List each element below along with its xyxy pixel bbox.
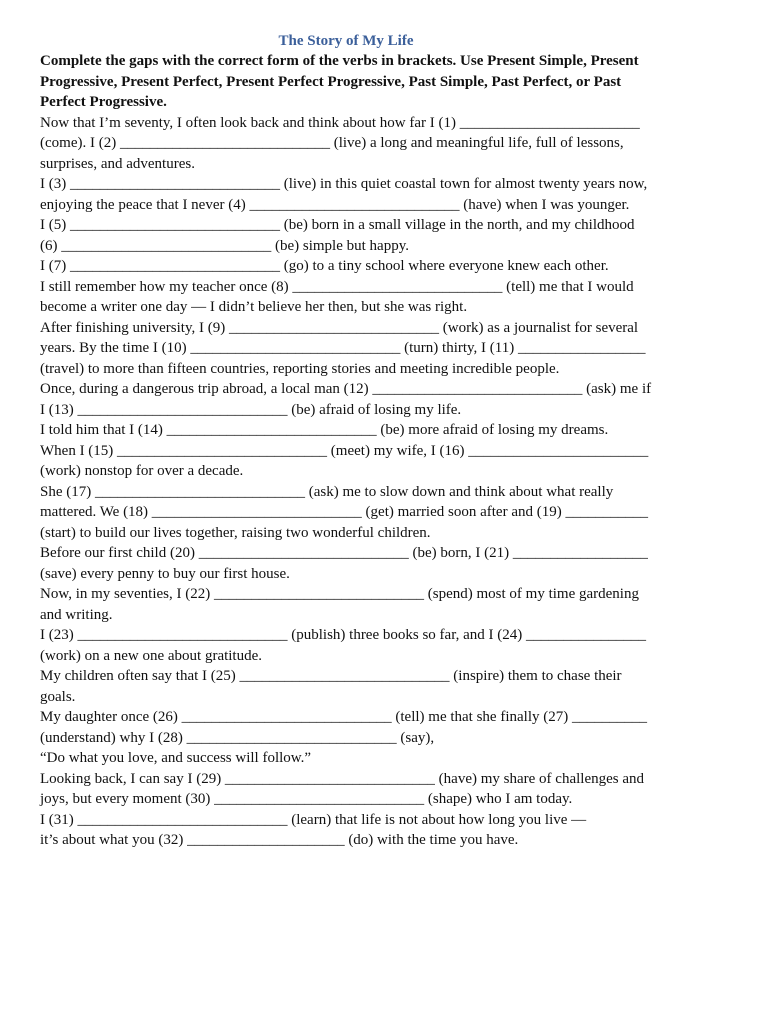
story-line: Once, during a dangerous trip abroad, a local man (12) ____________________________ (ask) me if <box>40 381 652 397</box>
instructions-line: Perfect Progressive. <box>40 94 167 110</box>
story-line: My daughter once (26) ____________________________ (tell) me that she finally (27) __________ <box>40 709 647 725</box>
story-line: (understand) why I (28) ____________________________ (say), <box>40 729 435 746</box>
story-line: When I (15) ____________________________ (meet) my wife, I (16) ________________________ <box>40 442 649 459</box>
story-line: Looking back, I can say I (29) ____________________________ (have) my share of challenges and <box>40 770 645 787</box>
story-line: mattered. We (18) ____________________________ (get) married soon after and (19) ___________ <box>40 504 648 520</box>
worksheet-title: The Story of My Life <box>278 33 414 49</box>
story-line: Before our first child (20) ____________________________ (be) born, I (21) __________________ <box>40 545 648 561</box>
story-line: (come). I (2) ____________________________ (live) a long and meaningful life, full of lessons, <box>40 135 624 151</box>
story-line: and writing. <box>40 606 113 623</box>
story-line: I (23) ____________________________ (publish) three books so far, and I (24) ________________ <box>40 627 646 643</box>
story-line: My children often say that I (25) ____________________________ (inspire) them to chase their <box>40 668 622 684</box>
instructions-line: Progressive, Present Perfect, Present Perfect Progressive, Past Simple, Past Perfect, or Past <box>40 73 622 90</box>
story-line: (work) on a new one about gratitude. <box>40 647 263 664</box>
story-line: goals. <box>40 688 76 705</box>
story-line: become a writer one day — I didn’t believe her then, but she was right. <box>40 299 468 315</box>
story-line: I (3) ____________________________ (live) in this quiet coastal town for almost twenty years now, <box>40 176 648 192</box>
story-line: it’s about what you (32) _____________________ (do) with the time you have. <box>40 832 519 848</box>
story-text <box>40 113 720 851</box>
story-line: I (31) ____________________________ (learn) that life is not about how long you live — <box>40 811 587 828</box>
story-line: (save) every penny to buy our first house. <box>40 565 290 582</box>
story-line: (6) ____________________________ (be) simple but happy. <box>40 237 409 254</box>
story-line: (start) to build our lives together, raising two wonderful children. <box>40 524 431 541</box>
story-line: I told him that I (14) ____________________________ (be) more afraid of losing my dreams. <box>40 422 609 438</box>
story-line: years. By the time I (10) ____________________________ (turn) thirty, I (11) _________________ <box>40 340 646 356</box>
story-line: “Do what you love, and success will follow.” <box>40 750 312 766</box>
story-line: After finishing university, I (9) ____________________________ (work) as a journalist for several <box>40 319 639 336</box>
story-line: She (17) ____________________________ (ask) me to slow down and think about what really <box>40 483 614 500</box>
story-line: Now that I’m seventy, I often look back and think about how far I (1) ________________________ <box>40 114 640 131</box>
story-line: enjoying the peace that I never (4) ____________________________ (have) when I was younger. <box>40 196 630 213</box>
story-line: (work) nonstop for over a decade. <box>40 463 244 479</box>
story-line: I (7) ____________________________ (go) to a tiny school where everyone knew each other. <box>40 258 609 274</box>
worksheet <box>40 31 720 851</box>
story-line: joys, but every moment (30) ____________________________ (shape) who I am today. <box>40 791 573 807</box>
instructions <box>40 51 720 113</box>
story-line: I (5) ____________________________ (be) born in a small village in the north, and my childhood <box>40 217 635 233</box>
story-line: surprises, and adventures. <box>40 155 195 172</box>
story-line: Now, in my seventies, I (22) ____________________________ (spend) most of my time gardening <box>40 586 639 602</box>
story-line: (travel) to more than fifteen countries, reporting stories and meeting incredible people. <box>40 360 560 377</box>
instructions-line: Complete the gaps with the correct form of the verbs in brackets. Use Present Simple, Present <box>40 53 639 69</box>
story-line: I still remember how my teacher once (8) ____________________________ (tell) me that I would <box>40 278 634 295</box>
story-line: I (13) ____________________________ (be) afraid of losing my life. <box>40 401 462 418</box>
